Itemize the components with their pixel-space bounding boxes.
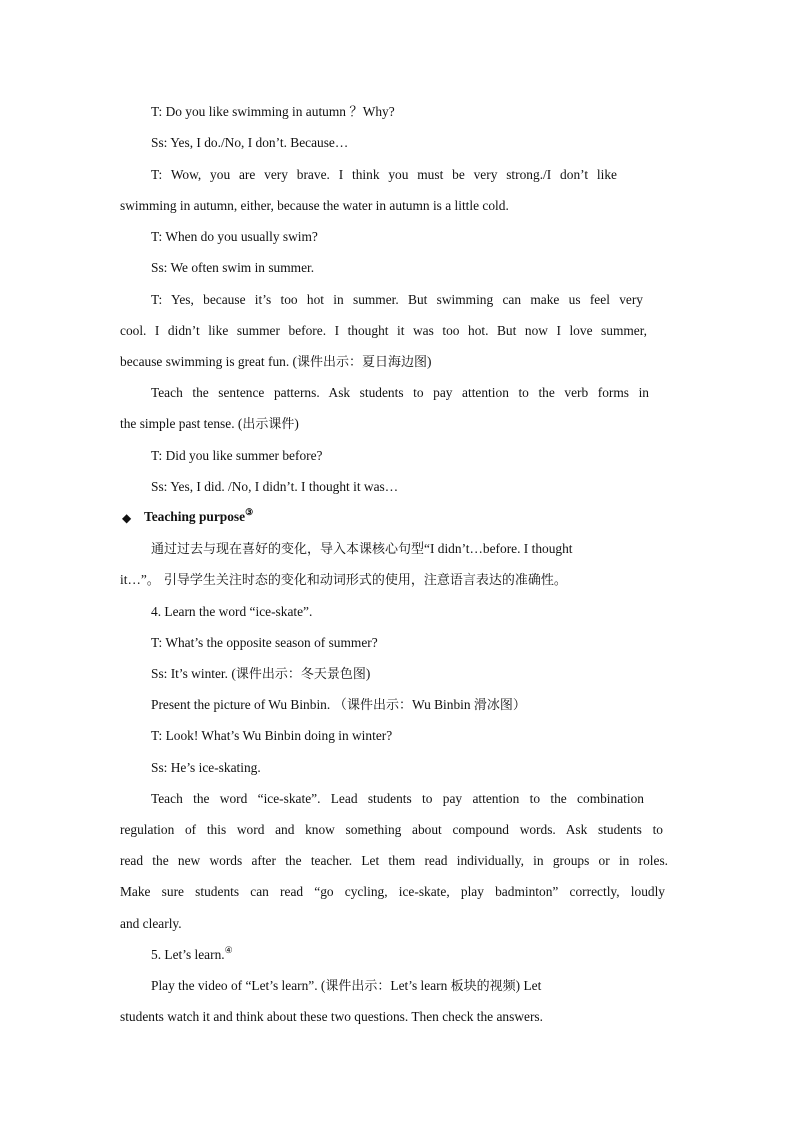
diamond-bullet-icon: ◆ bbox=[122, 511, 132, 525]
text: T: Did you like summer before? bbox=[151, 448, 323, 463]
text: Ss: Yes, I did. /No, I didn’t. I thought it was… bbox=[151, 479, 399, 494]
dialogue-line bbox=[151, 228, 318, 246]
text: Make sure students can read “go cycling, ice-skate, play badminton” correctly, loudly bbox=[120, 884, 665, 899]
instruction-line bbox=[151, 696, 526, 715]
instruction-line-cont bbox=[120, 915, 182, 933]
text: 5. Let’s learn. bbox=[151, 947, 225, 962]
dialogue-line bbox=[151, 447, 323, 465]
courseware-note: 课件出示： bbox=[346, 698, 412, 713]
text: Ss: It’s winter. ( bbox=[151, 666, 236, 681]
text: cool. I didn’t like summer before. I thought it was too hot. But now I love summer, bbox=[120, 323, 647, 338]
dialogue-line bbox=[151, 291, 643, 309]
text: Ss: We often swim in summer. bbox=[151, 260, 315, 275]
courseware-note: 滑冰图） bbox=[473, 698, 526, 713]
text: T: Look! What’s Wu Binbin doing in winter? bbox=[151, 728, 393, 743]
chinese-text: 。 引导学生关注时态的变化和动词形式的使用，注意语言表达的准确性。 bbox=[146, 573, 567, 588]
instruction-line bbox=[151, 977, 541, 996]
text: “I didn’t…before. I thought bbox=[424, 541, 573, 556]
text: it…” bbox=[120, 572, 147, 587]
text: regulation of this word and know something about compound words. Ask students to bbox=[120, 822, 663, 837]
instruction-line-cont bbox=[120, 415, 299, 434]
dialogue-line-cont bbox=[120, 197, 509, 215]
courseware-note: 出示课件 bbox=[242, 417, 295, 432]
text: T: Yes, because it’s too hot in summer. But swimming can make us feel very bbox=[151, 292, 643, 307]
text: Present the picture of Wu Binbin. （ bbox=[151, 697, 347, 712]
dialogue-line bbox=[151, 759, 261, 777]
purpose-line-cont bbox=[120, 571, 567, 590]
text: Play the video of “Let’s learn”. ( bbox=[151, 978, 326, 993]
dialogue-line-cont bbox=[120, 322, 647, 340]
text: T: Wow, you are very brave. I think you must be very strong./I don’t like bbox=[151, 167, 617, 182]
text: the simple past tense. ( bbox=[120, 416, 243, 431]
courseware-note: 板块的视频 bbox=[450, 979, 516, 994]
text: Let’s learn bbox=[390, 978, 451, 993]
text: because swimming is great fun. ( bbox=[120, 354, 298, 369]
text: Ss: He’s ice-skating. bbox=[151, 760, 261, 775]
step-heading bbox=[151, 603, 312, 621]
text: Teach the word “ice-skate”. Lead students to pay attention to the combination bbox=[151, 791, 644, 806]
courseware-note: 课件出示：冬天景色图 bbox=[235, 667, 366, 682]
text: T: Do you like swimming in autumn ？Why? bbox=[151, 104, 395, 119]
text: T: When do you usually swim? bbox=[151, 229, 318, 244]
dialogue-line bbox=[151, 665, 370, 684]
text: ) bbox=[427, 354, 432, 369]
instruction-line bbox=[151, 384, 649, 402]
text: read the new words after the teacher. Let them read individually, in groups or in roles. bbox=[120, 853, 668, 868]
courseware-note: 课件出示：夏日海边图 bbox=[297, 355, 428, 370]
dialogue-line bbox=[151, 727, 392, 745]
courseware-note: 课件出示： bbox=[325, 979, 391, 994]
dialogue-line bbox=[151, 103, 395, 121]
dialogue-line bbox=[151, 134, 348, 152]
instruction-line-cont bbox=[120, 821, 663, 839]
footnote-marker: ③ bbox=[245, 507, 254, 517]
text: ) bbox=[294, 416, 299, 431]
purpose-line bbox=[151, 540, 573, 559]
step-heading bbox=[151, 946, 233, 964]
text: Ss: Yes, I do./No, I don’t. Because… bbox=[151, 135, 349, 150]
text: 4. Learn the word “ice-skate”. bbox=[151, 604, 313, 619]
text: ) bbox=[365, 666, 371, 681]
dialogue-line-cont bbox=[120, 353, 432, 372]
text: ) Let bbox=[515, 978, 542, 993]
instruction-line bbox=[151, 790, 644, 808]
text: students watch it and think about these two questions. Then check the answers. bbox=[120, 1009, 543, 1024]
heading-text: Teaching purpose bbox=[144, 509, 246, 524]
text: and clearly. bbox=[120, 916, 182, 931]
dialogue-line bbox=[151, 259, 314, 277]
chinese-text: 通过过去与现在喜好的变化，导入本课核心句型 bbox=[151, 542, 425, 557]
text: Wu Binbin bbox=[411, 697, 474, 712]
dialogue-line bbox=[151, 478, 398, 496]
text: Teach the sentence patterns. Ask students to pay attention to the verb forms in bbox=[151, 385, 649, 400]
dialogue-line bbox=[151, 166, 617, 184]
footnote-marker: ④ bbox=[224, 945, 233, 955]
dialogue-line bbox=[151, 634, 378, 652]
instruction-line-cont bbox=[120, 883, 665, 901]
section-heading bbox=[144, 508, 253, 526]
instruction-line-cont bbox=[120, 852, 668, 870]
instruction-line-cont bbox=[120, 1008, 543, 1026]
text: swimming in autumn, either, because the water in autumn is a little cold. bbox=[120, 198, 509, 213]
text: T: What’s the opposite season of summer? bbox=[151, 635, 378, 650]
